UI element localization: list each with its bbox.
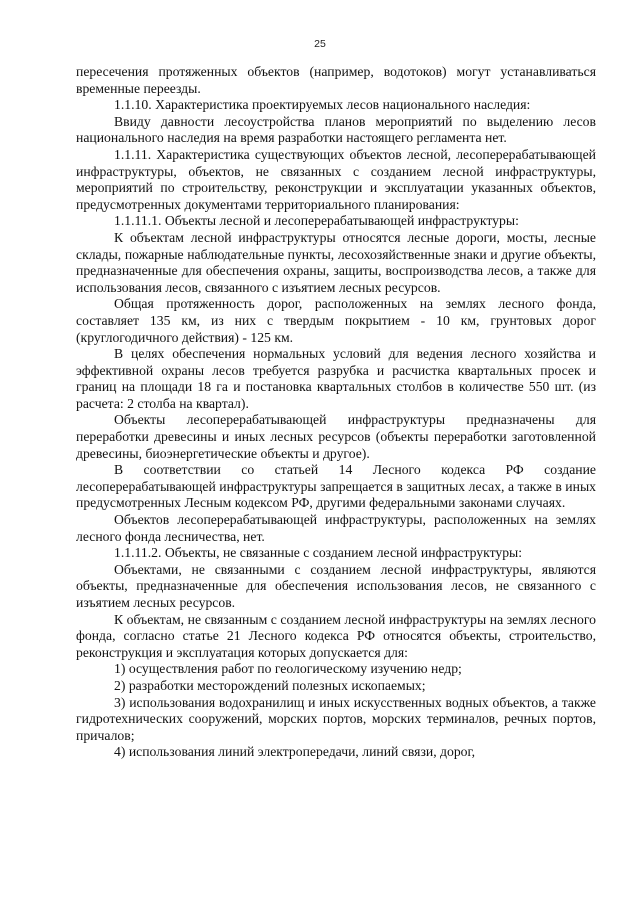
list-item: 4) использования линий электропередачи, линий связи, дорог, [114, 744, 476, 760]
paragraph: К объектам лесной инфраструктуры относятся лесные дороги, мосты, лесные склады, пожарные наблюдательные пункты, лесохозяйственные знаки и другие объекты, предназначенные для обеспечения охраны, защиты, воспроизводства лесов, а также для использования лесов, связанного с изъятием лесных ресурсов. [76, 229, 596, 295]
paragraph: Ввиду давности лесоустройства планов мероприятий по выделению лесов национального наследия на время разработки настоящего регламента нет. [76, 113, 596, 146]
paragraph: К объектам, не связанным с созданием лесной инфраструктуры на землях лесного фонда, согласно статье 21 Лесного кодекса РФ относятся объекты, строительство, реконструкция и эксплуатация которых допускается для: [76, 611, 596, 660]
section-heading: 1.1.11.2. Объекты, не связанные с созданием лесной инфраструктуры: [114, 545, 523, 561]
paragraph: Общая протяженность дорог, расположенных на землях лесного фонда, составляет 135 км, из них с твердым покрытием - 10 км, грунтовых дорог (круглогодичного действия) - 125 км. [76, 296, 596, 345]
paragraph: Объекты лесоперерабатывающей инфраструктуры предназначены для переработки древесины и иных лесных ресурсов (объекты переработки заготовленной древесины, биоэнергетические объекты и другое). [76, 412, 596, 461]
paragraph: Объектами, не связанными с созданием лесной инфраструктуры, являются объекты, предназначенные для обеспечения использования лесов, не связанного с изъятием лесных ресурсов. [76, 561, 596, 610]
list-item: 1) осуществления работ по геологическому изучению недр; [114, 661, 462, 677]
paragraph: В целях обеспечения нормальных условий для ведения лесного хозяйства и эффективной охраны лесов требуется разрубка и расчистка квартальных просек и границ на площади 18 га и постановка квартальных столбов в количестве 550 шт. (из расчета: 2 столба на квартал). [76, 346, 596, 411]
section-heading: 1.1.10. Характеристика проектируемых лесов национального наследия: [114, 97, 531, 113]
page-number: 25 [314, 38, 326, 50]
paragraph: В соответствии со статьей 14 Лесного кодекса РФ создание лесоперерабатывающей инфраструктуры запрещается в защитных лесах, а также в иных предусмотренных Лесным кодексом РФ, другими федеральными законами случаях. [76, 462, 596, 511]
paragraph: пересечения протяженных объектов (например, водотоков) могут устанавливаться временные переезды. [76, 64, 596, 96]
document-body [76, 64, 596, 761]
section-heading: 1.1.11. Характеристика существующих объектов лесной, лесоперерабатывающей инфраструктуры, объектов, не связанных с созданием лесной инфраструктуры, мероприятий по строительству, реконструкции и эксплуатации указанных объектов, предусмотренных документами территориального планирования: [76, 146, 596, 212]
list-item: 2) разработки месторождений полезных ископаемых; [114, 677, 426, 693]
section-heading: 1.1.11.1. Объекты лесной и лесоперерабатывающей инфраструктуры: [114, 213, 519, 229]
list-item: 3) использования водохранилищ и иных искусственных водных объектов, а также гидротехнических сооружений, морских портов, морских терминалов, речных портов, причалов; [76, 694, 596, 743]
paragraph: Объектов лесоперерабатывающей инфраструктуры, расположенных на землях лесного фонда лесничества, нет. [76, 512, 596, 544]
